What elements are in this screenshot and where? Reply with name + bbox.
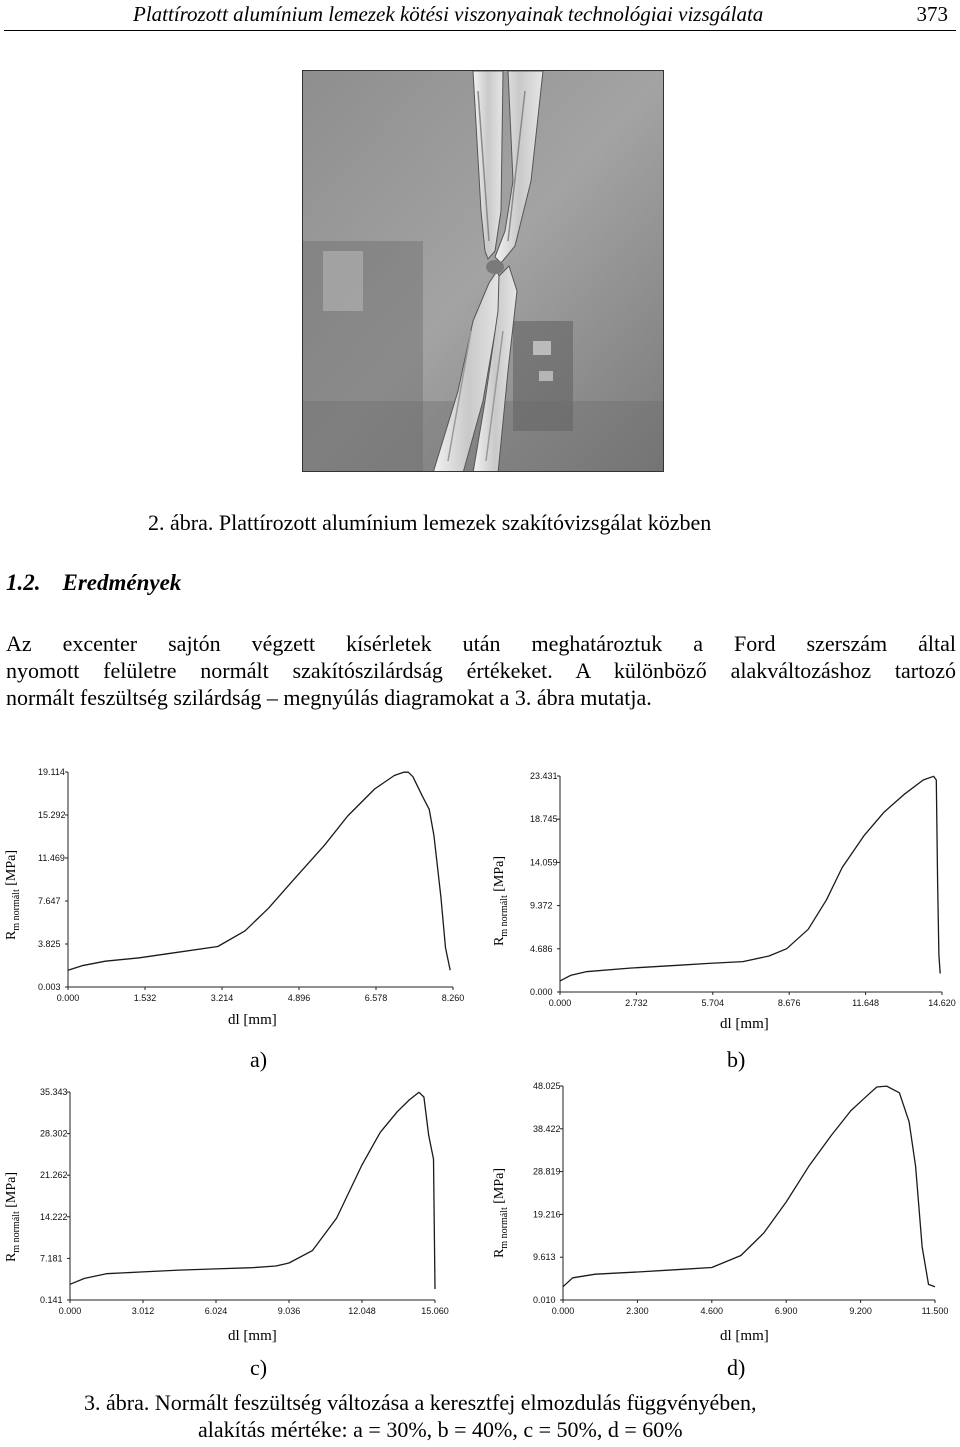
y-tick-label: 14.059 bbox=[530, 857, 558, 868]
x-tick-label: 2.732 bbox=[625, 998, 648, 1008]
x-tick-label: 8.260 bbox=[441, 993, 465, 1003]
section-number: 1.2. bbox=[6, 570, 41, 595]
y-axis-label-symbol: R bbox=[4, 1252, 19, 1262]
x-tick-label: 1.532 bbox=[133, 993, 157, 1003]
y-tick-label: 14.222 bbox=[40, 1211, 68, 1222]
y-axis-label-unit: [MPa] bbox=[4, 849, 19, 890]
y-axis-label bbox=[492, 1168, 510, 1258]
y-axis-label-unit: [MPa] bbox=[492, 855, 507, 896]
y-axis-label bbox=[4, 850, 22, 940]
paragraph-line: normált feszültség szilárdság – megnyúlás diagramokat a 3. ábra mutatja. bbox=[6, 685, 652, 710]
x-tick-label: 11.648 bbox=[852, 998, 880, 1008]
series-line bbox=[68, 772, 450, 970]
section-heading bbox=[6, 570, 181, 596]
paragraph-line: nyomott felületre normált szakítószilárdság értékeket. A különböző alakváltozáshoz tartozó bbox=[6, 658, 956, 683]
y-tick-label: 9.372 bbox=[530, 900, 553, 911]
body-paragraph bbox=[6, 630, 956, 711]
y-tick-label: 19.114 bbox=[38, 767, 65, 777]
x-tick-label: 9.036 bbox=[277, 1306, 301, 1316]
y-tick-label: 0.010 bbox=[533, 1295, 556, 1305]
y-tick-label: 28.819 bbox=[533, 1166, 561, 1177]
y-axis-label bbox=[492, 856, 510, 946]
chart-svg bbox=[0, 760, 470, 1035]
x-tick-label: 6.024 bbox=[204, 1306, 228, 1316]
series-line bbox=[563, 1086, 935, 1287]
x-tick-label: 14.620 bbox=[928, 998, 956, 1008]
x-tick-label: 3.214 bbox=[210, 993, 234, 1003]
y-tick-label: 28.302 bbox=[40, 1128, 68, 1139]
x-tick-label: 0.000 bbox=[58, 1306, 82, 1316]
chart-d bbox=[488, 1076, 958, 1352]
series-line bbox=[70, 1092, 435, 1289]
x-tick-label: 2.300 bbox=[626, 1306, 649, 1316]
chart-b bbox=[488, 760, 958, 1035]
running-header bbox=[0, 0, 960, 30]
subfigure-label-c: c) bbox=[250, 1355, 268, 1380]
y-axis-label-symbol: R bbox=[492, 1248, 507, 1258]
x-tick-label: 0.000 bbox=[551, 1306, 575, 1316]
y-tick-label: 48.025 bbox=[533, 1081, 561, 1091]
section-title: Eredmények bbox=[62, 570, 182, 595]
subfigure-label-b: b) bbox=[727, 1047, 746, 1072]
series-line bbox=[560, 776, 940, 981]
x-tick-label: 8.676 bbox=[777, 998, 801, 1008]
chart-svg bbox=[488, 760, 958, 1035]
y-tick-label: 0.000 bbox=[530, 987, 553, 997]
x-tick-label: 4.896 bbox=[287, 993, 311, 1003]
y-tick-label: 7.181 bbox=[40, 1253, 63, 1264]
subfigure-label-a: a) bbox=[250, 1047, 268, 1072]
figure2-caption: 2. ábra. Plattírozott alumínium lemezek szakítóvizsgálat közben bbox=[148, 510, 712, 535]
y-axis-label-subscript: m normált bbox=[10, 889, 22, 931]
x-tick-label: 9.200 bbox=[849, 1306, 872, 1316]
y-tick-label: 3.825 bbox=[38, 939, 61, 949]
x-tick-label: 0.000 bbox=[56, 993, 80, 1003]
x-tick-label: 15.060 bbox=[421, 1306, 449, 1316]
chart-a bbox=[0, 760, 470, 1035]
x-axis-label: dl [mm] bbox=[228, 1012, 277, 1028]
y-axis-label-symbol: R bbox=[4, 930, 19, 940]
x-tick-label: 0.000 bbox=[548, 998, 572, 1008]
x-tick-label: 12.048 bbox=[348, 1306, 376, 1316]
chart-c bbox=[0, 1082, 470, 1352]
paragraph-line: Az excenter sajtón végzett kísérletek után meghatároztuk a Ford szerszám által bbox=[6, 631, 956, 656]
x-axis-label: dl [mm] bbox=[720, 1016, 769, 1032]
y-tick-label: 38.422 bbox=[533, 1123, 561, 1134]
x-tick-label: 5.704 bbox=[701, 998, 725, 1008]
y-tick-label: 19.216 bbox=[533, 1209, 561, 1220]
y-tick-label: 0.003 bbox=[38, 982, 61, 992]
x-axis-label: dl [mm] bbox=[720, 1328, 769, 1344]
figure3-caption-line1: 3. ábra. Normált feszültség változása a keresztfej elmozdulás függvényében, bbox=[84, 1390, 757, 1415]
figure3-caption-line2: alakítás mértéke: a = 30%, b = 40%, c = 50%, d = 60% bbox=[198, 1417, 683, 1442]
y-tick-label: 21.262 bbox=[40, 1170, 68, 1181]
y-axis-label-symbol: R bbox=[492, 936, 507, 946]
x-tick-label: 6.578 bbox=[364, 993, 388, 1003]
y-axis-label-unit: [MPa] bbox=[492, 1167, 507, 1208]
tensile-test-photo-drawing bbox=[303, 71, 664, 472]
chart-svg bbox=[0, 1082, 470, 1352]
x-tick-label: 3.012 bbox=[131, 1306, 155, 1316]
subfigure-label-d: d) bbox=[727, 1355, 746, 1380]
running-header-title: Plattírozott alumínium lemezek kötési viszonyainak technológiai vizsgálata bbox=[133, 2, 764, 26]
y-tick-label: 9.613 bbox=[533, 1252, 556, 1263]
y-axis-label-unit: [MPa] bbox=[4, 1171, 19, 1212]
y-tick-label: 11.469 bbox=[38, 853, 65, 863]
y-tick-label: 15.292 bbox=[38, 810, 66, 820]
y-axis-label-subscript: m normált bbox=[10, 1211, 22, 1253]
x-tick-label: 11.500 bbox=[921, 1306, 949, 1316]
y-tick-label: 0.141 bbox=[40, 1295, 63, 1305]
y-tick-label: 35.343 bbox=[40, 1087, 68, 1097]
page-number: 373 bbox=[916, 2, 948, 26]
y-axis-label-subscript: m normált bbox=[498, 1207, 510, 1249]
x-axis-label: dl [mm] bbox=[228, 1328, 277, 1344]
header-rule bbox=[4, 30, 956, 31]
chart-svg bbox=[488, 1076, 958, 1352]
y-tick-label: 23.431 bbox=[530, 771, 558, 781]
y-tick-label: 4.686 bbox=[530, 943, 553, 954]
y-axis-label-subscript: m normált bbox=[498, 895, 510, 937]
x-tick-label: 6.900 bbox=[774, 1306, 798, 1316]
y-tick-label: 7.647 bbox=[38, 896, 61, 906]
y-axis-label bbox=[4, 1172, 22, 1262]
tensile-test-photo bbox=[302, 70, 664, 472]
y-tick-label: 18.745 bbox=[530, 814, 558, 825]
x-tick-label: 4.600 bbox=[700, 1306, 724, 1316]
